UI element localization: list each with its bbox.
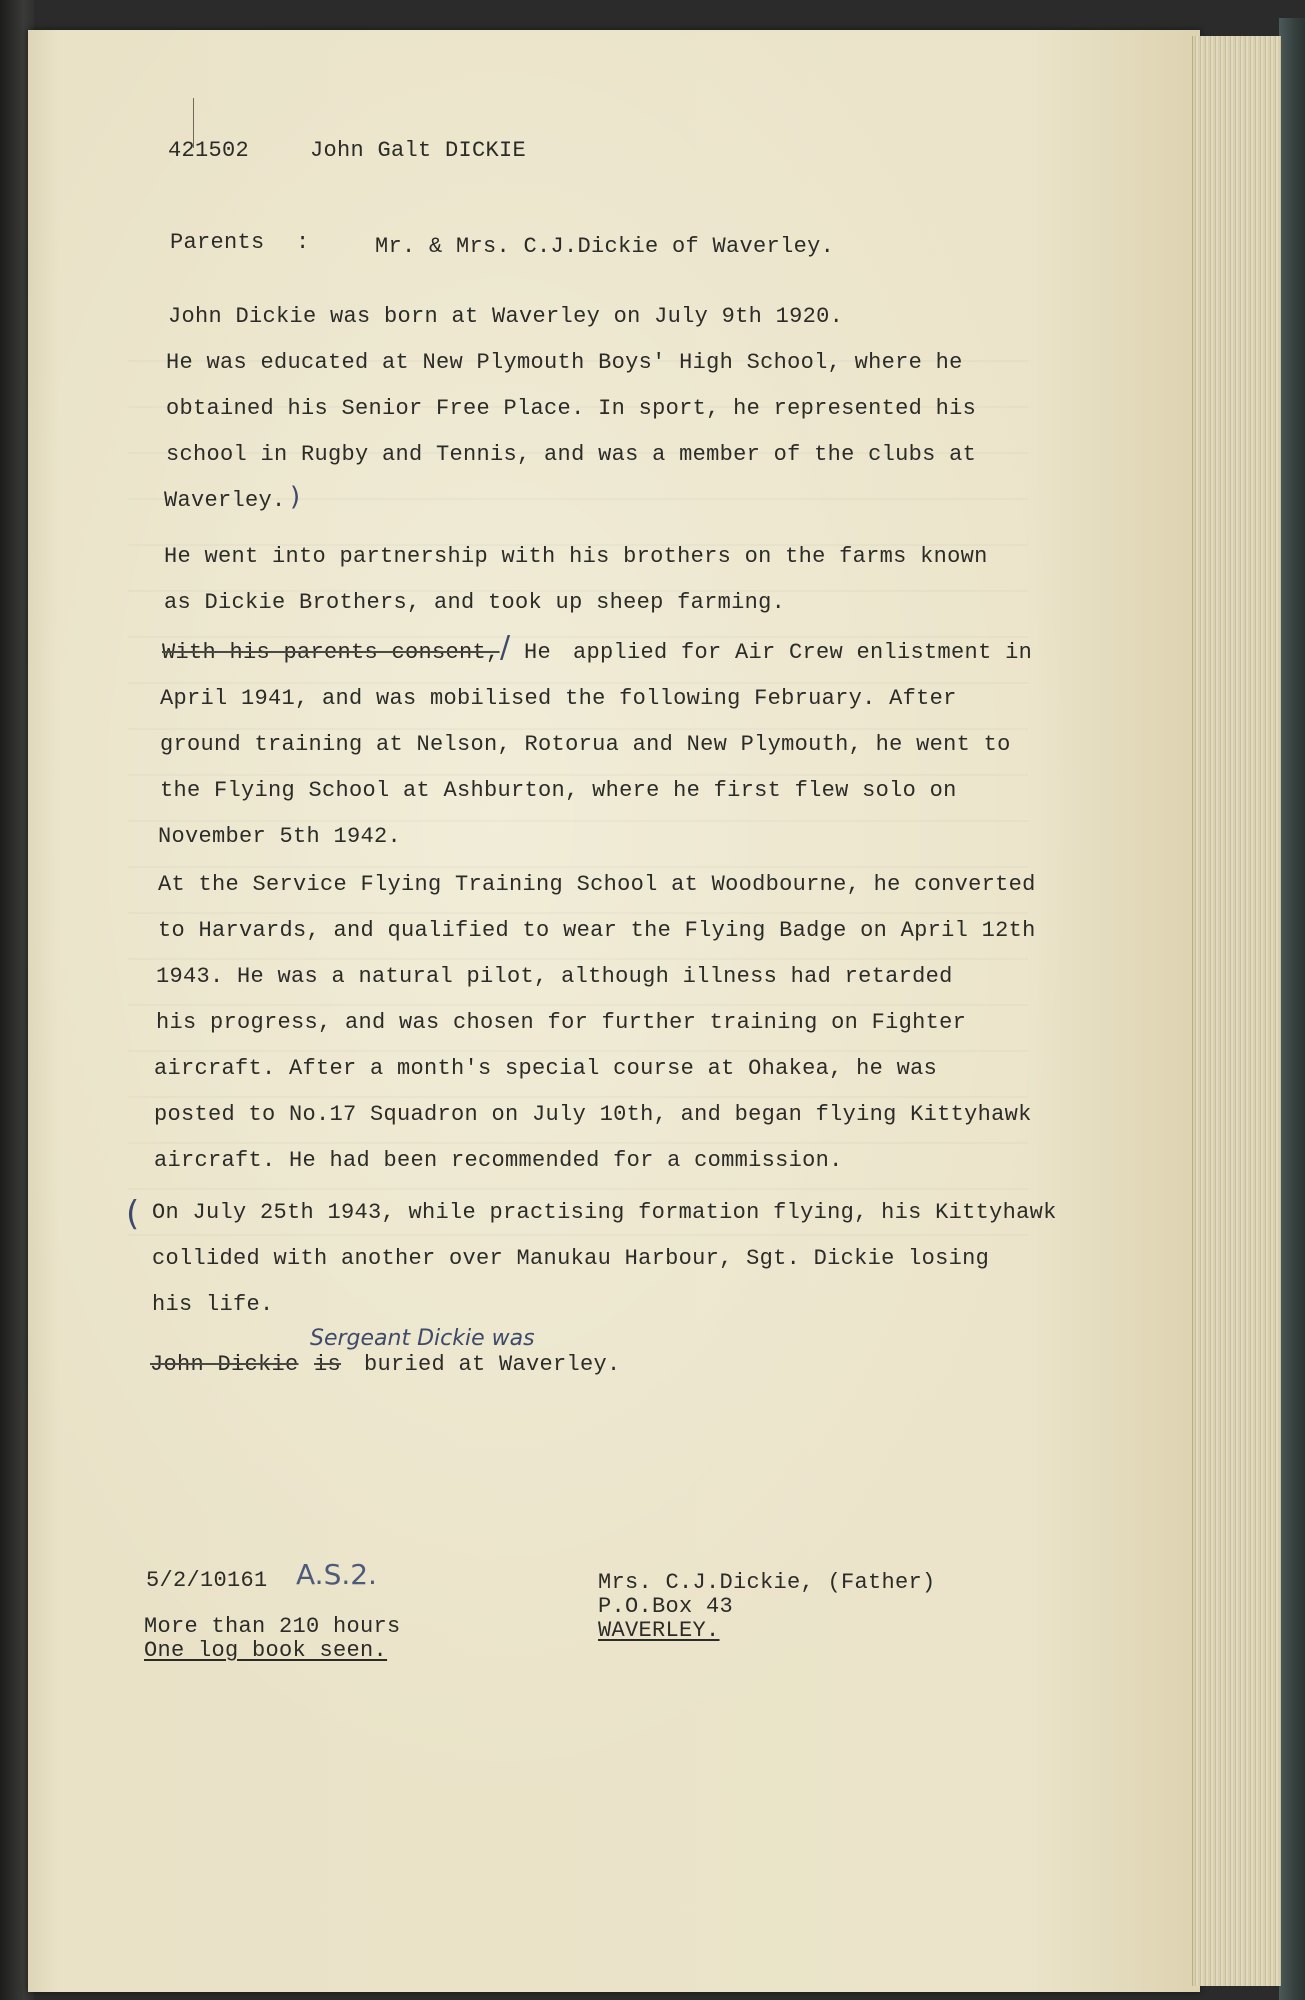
body-line: aircraft. After a month's special course at Ohakea, he was [154, 1056, 938, 1081]
body-line: the Flying School at Ashburton, where he first flew solo on [160, 778, 957, 803]
body-line: He went into partnership with his brothers on the farms known [164, 544, 988, 569]
body-line: obtained his Senior Free Place. In sport, he represented his [166, 396, 977, 421]
body-line: On July 25th 1943, while practising formation flying, his Kittyhawk [152, 1200, 1057, 1225]
struck-text-name: John Dickie [150, 1352, 299, 1377]
body-line: his life. [152, 1292, 274, 1317]
body-line: At the Service Flying Training School at Woodbourne, he converted [158, 872, 1036, 897]
body-line: posted to No.17 Squadron on July 10th, and began flying Kittyhawk [154, 1102, 1032, 1127]
body-line: April 1941, and was mobilised the following February. After [160, 686, 957, 711]
document-page [28, 30, 1200, 1992]
body-line: his progress, and was chosen for further training on Fighter [156, 1010, 967, 1035]
paragraph-mark: ( [126, 1194, 140, 1234]
body-line: school in Rugby and Tennis, and was a member of the clubs at [166, 442, 977, 467]
page-edges [1192, 36, 1281, 1986]
contact-town: WAVERLEY. [598, 1618, 720, 1643]
body-line: ground training at Nelson, Rotorua and New Plymouth, he went to [160, 732, 1011, 757]
body-line: applied for Air Crew enlistment in [573, 640, 1033, 665]
struck-text-is: is [314, 1352, 342, 1377]
body-line: November 5th 1942. [158, 824, 402, 849]
body-line: as Dickie Brothers, and took up sheep farming. [164, 590, 786, 615]
body-line: He was educated at New Plymouth Boys' High School, where he [166, 350, 963, 375]
file-reference: 5/2/10161 [146, 1568, 268, 1593]
body-line: buried at Waverley. [364, 1352, 621, 1377]
body-line: to Harvards, and qualified to wear the Flying Badge on April 12th [158, 918, 1036, 943]
contact-po-box: P.O.Box 43 [598, 1594, 734, 1619]
flying-hours: More than 210 hours [144, 1614, 401, 1639]
person-name: John Galt DICKIE [310, 138, 527, 163]
body-line: collided with another over Manukau Harbour, Sgt. Dickie losing [152, 1246, 990, 1271]
handwritten-insertion: Sergeant Dickie was [310, 1326, 535, 1351]
book-cover-right [1279, 18, 1305, 2000]
service-number: 421502 [168, 138, 250, 163]
log-book-note: One log book seen. [144, 1638, 388, 1663]
paragraph-mark: / [500, 630, 511, 665]
body-line: aircraft. He had been recommended for a commission. [154, 1148, 843, 1173]
body-line: John Dickie was born at Waverley on July 9th 1920. [168, 304, 844, 329]
parents-colon: : [296, 230, 310, 255]
parents-value: Mr. & Mrs. C.J.Dickie of Waverley. [375, 234, 835, 259]
parents-label: Parents [170, 230, 265, 255]
corrected-capital: He [524, 640, 552, 665]
contact-name: Mrs. C.J.Dickie, (Father) [598, 1570, 936, 1595]
paragraph-bracket-mark: ) [290, 482, 301, 512]
body-line: Waverley. [164, 488, 286, 513]
struck-text-consent: With his parents consent, [162, 640, 500, 665]
handwritten-file-note: A.S.2. [296, 1558, 377, 1591]
body-line: 1943. He was a natural pilot, although illness had retarded [156, 964, 953, 989]
